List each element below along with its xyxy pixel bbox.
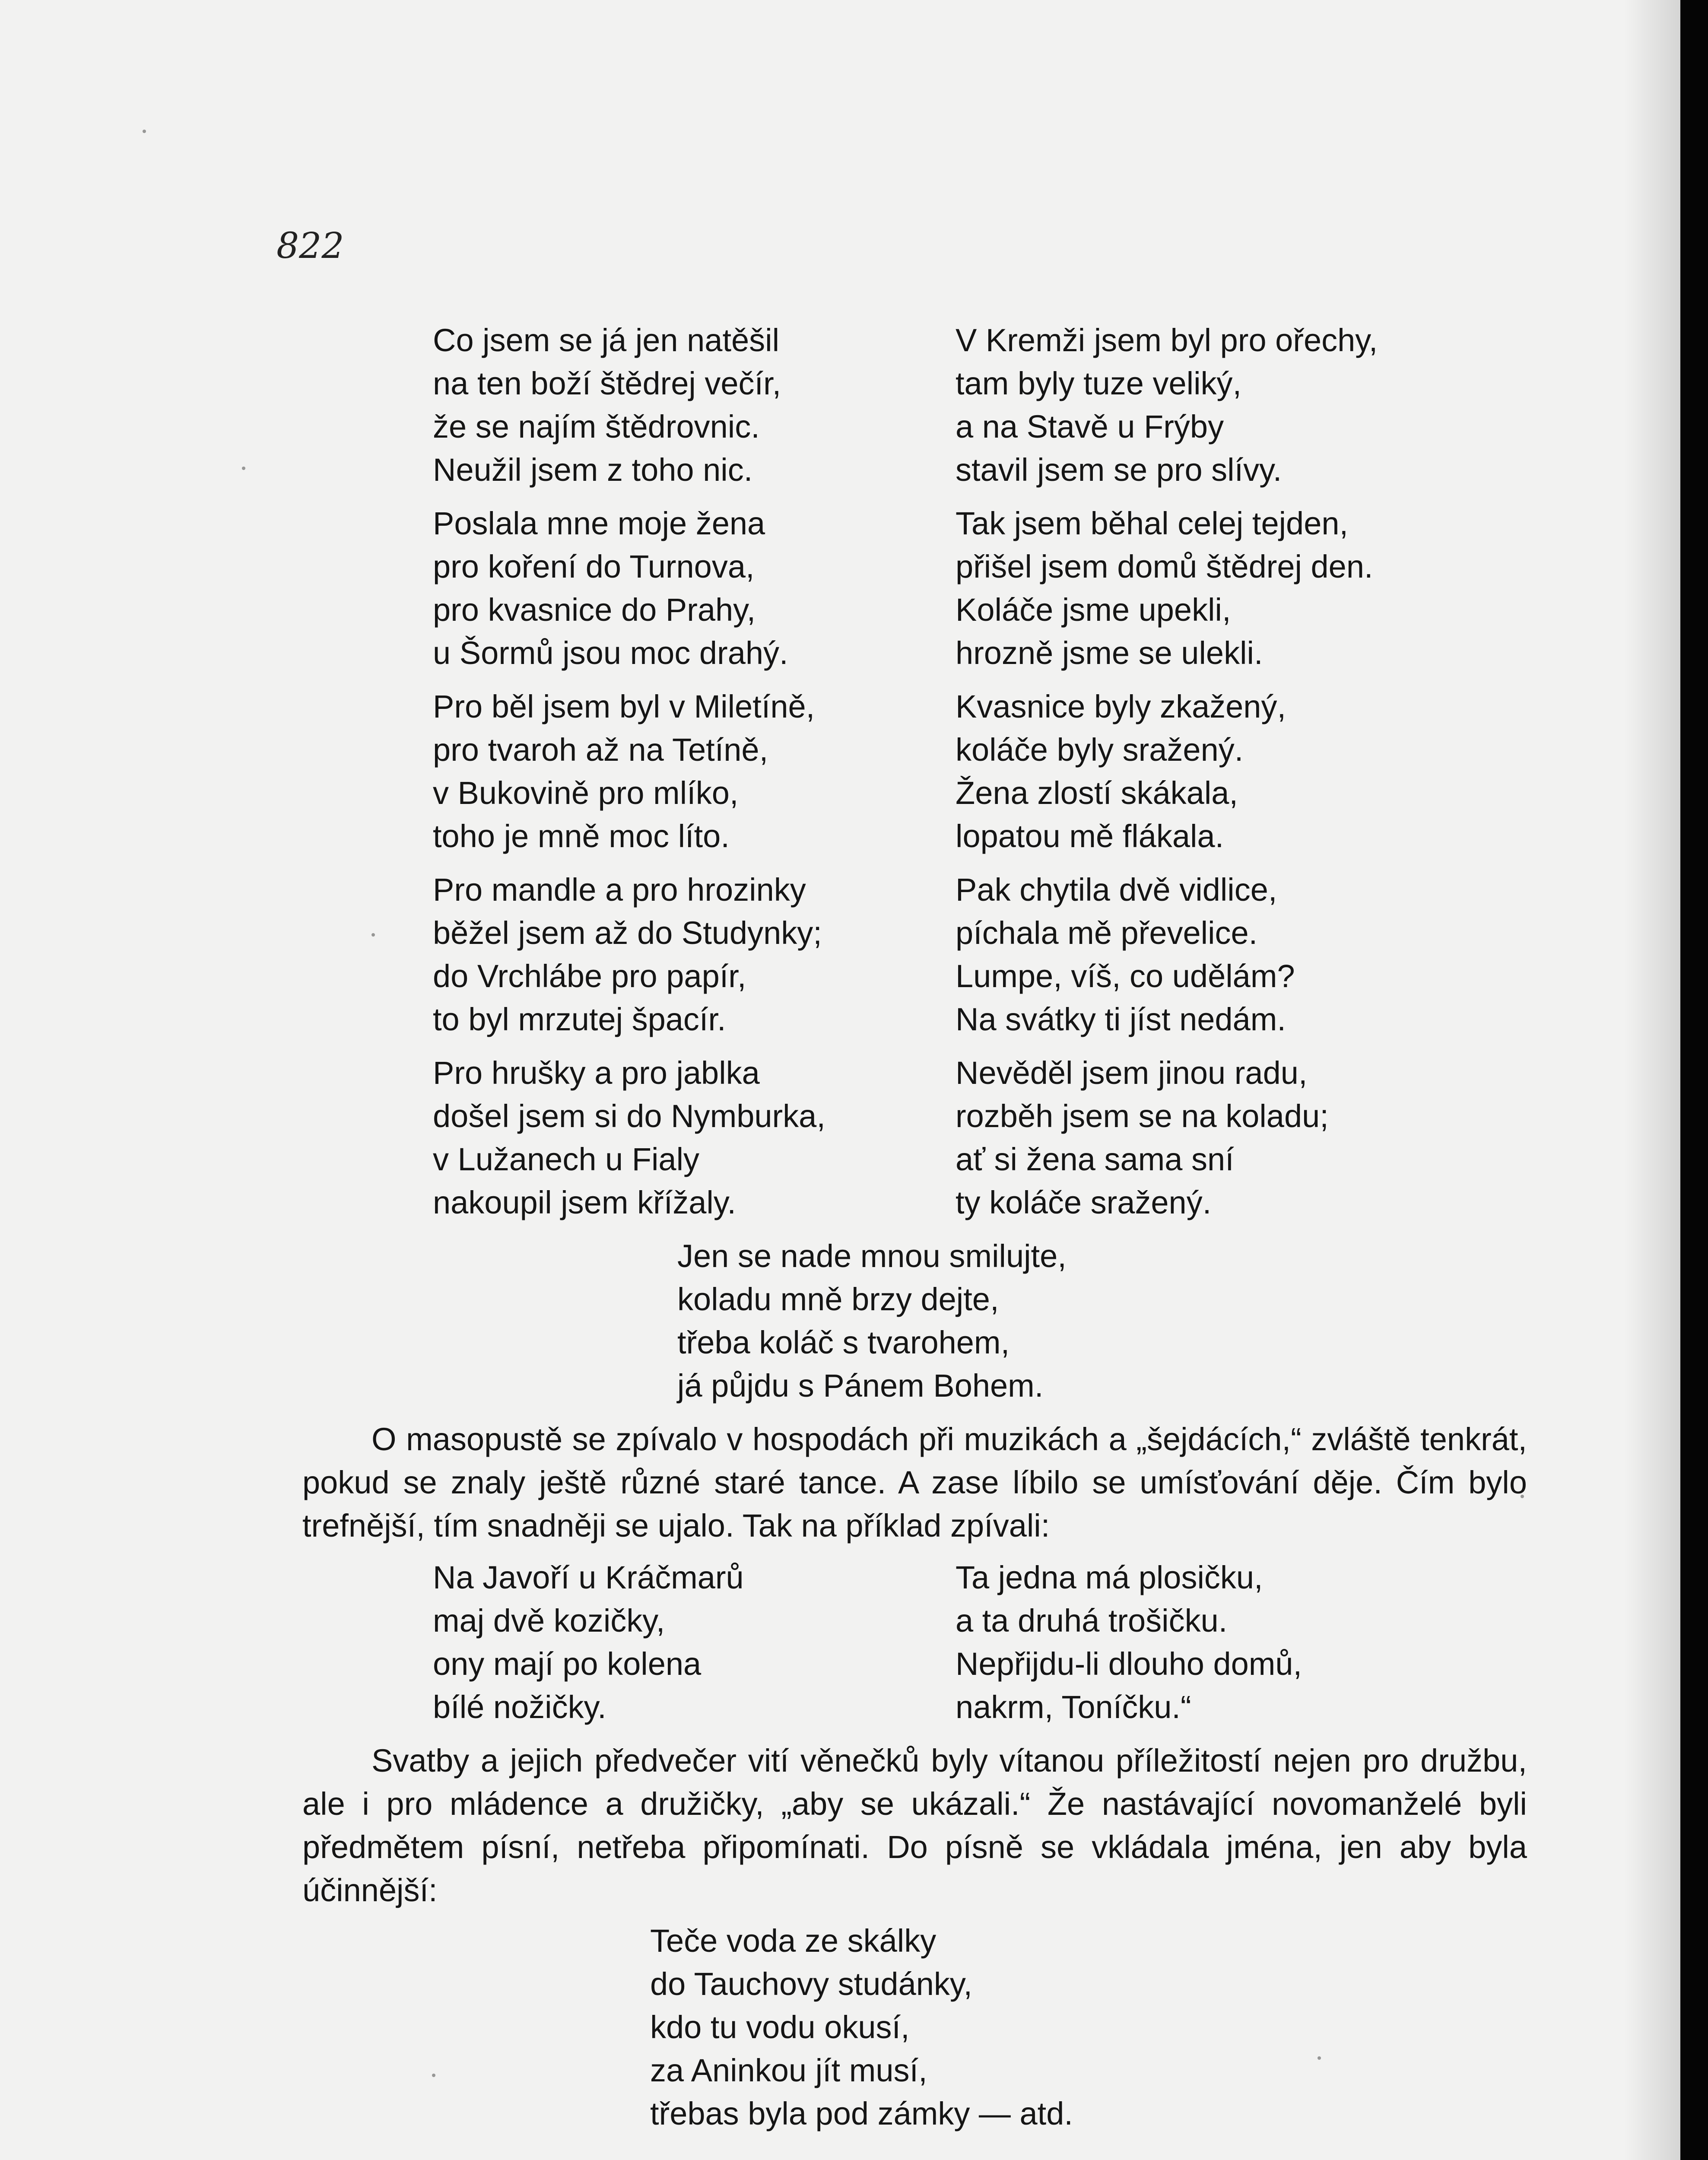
stanza [433,868,825,1041]
verse-line: Lumpe, víš, co udělám? [956,958,1295,994]
stanza [956,1051,1378,1224]
verse-line: Neužil jsem z toho nic. [433,452,753,488]
verse-line: třebas byla pod zámky — atd. [650,2096,1073,2131]
stanza [956,502,1378,675]
verse-line: v Bukovině pro mlíko, [433,775,739,811]
verse-line: Na Javoří u Kráčmarů [433,1560,744,1595]
verse-line: do Tauchovy studánky, [650,1966,972,2002]
scan-speck [143,130,146,133]
paragraph: O masopustě se zpívalo v hospodách při muzikách a „šejdácích,“ zvláště tenkrát, pokud se znaly ještě různé staré tance. A zase líbilo se umísťování děje. Čím bylo trefnější, tím snadněji se ujalo. Tak na příklad zpívali: [302,1421,1527,1544]
verse-line: že se najím štědrovnic. [433,409,760,445]
verse-line: třeba koláč s tvarohem, [677,1325,1010,1360]
verse-line: hrozně jsme se ulekli. [956,635,1263,671]
verse-line: V Kremži jsem byl pro ořechy, [956,322,1378,358]
verse-line: Poslala mne moje žena [433,505,765,541]
verse-line: toho je mně moc líto. [433,818,730,854]
verse-line: Pro mandle a pro hrozinky [433,872,806,908]
verse-line: přišel jsem domů štědrej den. [956,549,1373,584]
verse-line: pro tvaroh až na Tetíně, [433,732,768,768]
verse-line: píchala mě převelice. [956,915,1258,951]
verse-line: rozběh jsem se na koladu; [956,1098,1329,1134]
verse-line: maj dvě kozičky, [433,1603,665,1639]
verse-line: koladu mně brzy dejte, [677,1281,999,1317]
verse-line: ony mají po kolena [433,1646,702,1682]
page-number: 822 [276,226,344,267]
verse-line: u Šormů jsou moc drahý. [433,635,788,671]
poem1-closing-stanza [677,1235,1067,1407]
poem1-left-column [433,319,825,1224]
verse-line: Pro běl jsem byl v Miletíně, [433,689,815,724]
poem1-right-column [956,319,1378,1224]
poem2-right-column [956,1556,1302,1729]
verse-line: kdo tu vodu okusí, [650,2009,910,2045]
verse-line: v Lužanech u Fialy [433,1141,700,1177]
verse-line: lopatou mě flákala. [956,818,1224,854]
verse-line: to byl mrzutej špacír. [433,1001,726,1037]
verse-line: koláče byly sražený. [956,732,1244,768]
stanza [433,1051,825,1224]
verse-line: za Aninkou jít musí, [650,2052,927,2088]
verse-line: Co jsem se já jen natěšil [433,322,780,358]
scan-speck [432,2074,435,2077]
stanza [956,685,1378,858]
verse-line: Jen se nade mnou smilujte, [677,1238,1067,1274]
verse-line: a na Stavě u Frýby [956,409,1224,445]
scan-speck [371,933,375,937]
verse-line: Pak chytila dvě vidlice, [956,872,1277,908]
verse-line: ty koláče sražený. [956,1185,1212,1220]
verse-line: bílé nožičky. [433,1689,606,1725]
verse-line: stavil jsem se pro slívy. [956,452,1282,488]
verse-line: nakrm, Toníčku.“ [956,1689,1191,1725]
scan-speck [1521,1495,1524,1498]
verse-line: pro koření do Turnova, [433,549,755,584]
verse-line: Nepřijdu-li dlouho domů, [956,1646,1302,1682]
verse-line: Ta jedna má plosičku, [956,1560,1263,1595]
stanza [956,868,1378,1041]
verse-line: Nevěděl jsem jinou radu, [956,1055,1308,1091]
poem3 [650,1919,1073,2135]
scan-speck [1318,2056,1321,2060]
verse-line: Tak jsem běhal celej tejden, [956,505,1349,541]
verse-line: Kvasnice byly zkažený, [956,689,1286,724]
scan-border [1680,0,1708,2160]
verse-line: tam byly tuze veliký, [956,365,1242,401]
verse-line: Koláče jsme upekli, [956,592,1231,628]
verse-line: Teče voda ze skálky [650,1923,937,1959]
stanza [433,319,825,492]
scan-speck [242,467,245,470]
paragraph: Svatby a jejich předvečer vití věnečků byly vítanou příležitostí nejen pro družbu, ale i pro mládence a družičky, „aby se ukázali.“ Že nastávající novomanželé byli předmětem písní, netřeba připomínati. Do písně se vkládala jména, jen aby byla účinnější: [302,1743,1527,1908]
verse-line: došel jsem si do Nymburka, [433,1098,825,1134]
verse-line: ať si žena sama sní [956,1141,1234,1177]
verse-line: běžel jsem až do Studynky; [433,915,822,951]
verse-line: pro kvasnice do Prahy, [433,592,756,628]
verse-line: a ta druhá trošičku. [956,1603,1228,1639]
stanza [956,319,1378,492]
verse-line: na ten boží štědrej večír, [433,365,781,401]
verse-line: nakoupil jsem křížaly. [433,1185,736,1220]
stanza [433,685,825,858]
verse-line: Žena zlostí skákala, [956,775,1238,811]
verse-line: já půjdu s Pánem Bohem. [677,1368,1044,1404]
verse-line: Na svátky ti jíst nedám. [956,1001,1286,1037]
scan-shadow [1624,0,1680,2160]
verse-line: Pro hrušky a pro jablka [433,1055,760,1091]
poem2-left-column [433,1556,744,1729]
stanza [433,502,825,675]
verse-line: do Vrchlábe pro papír, [433,958,746,994]
